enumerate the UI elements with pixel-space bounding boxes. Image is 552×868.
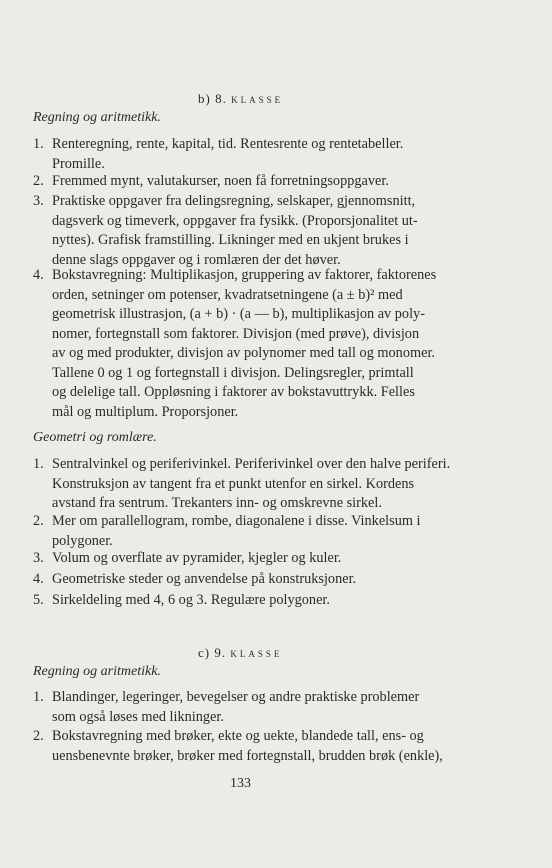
list-item (33, 727, 463, 766)
item-line: Renteregning, rente, kapital, tid. Rentesrente og rentetabeller. (52, 136, 404, 152)
item-line: Bokstavregning med brøker, ekte og uekte, blandede tall, ens- og (52, 728, 424, 744)
class-heading-8 (198, 91, 283, 107)
item-number: 5. (33, 592, 44, 608)
item-number: 4. (33, 571, 44, 587)
class-word: klasse (230, 645, 283, 660)
item-line: mål og multiplum. Proporsjoner. (52, 403, 239, 420)
section-title-regning-8: Regning og aritmetikk. (33, 110, 161, 125)
item-number: 3. (33, 550, 44, 566)
item-line: Konstruksjon av tangent fra et punkt utenfor en sirkel. Kordens (52, 475, 415, 492)
item-line: geometrisk illustrasjon, (a + b) · (a — b), multiplikasjon av poly- (52, 306, 425, 322)
item-line: Bokstavregning: Multiplikasjon, gruppering av faktorer, faktorenes (52, 267, 437, 283)
item-number: 2. (33, 513, 44, 529)
item-line: dagsverk og timeverk, oppgaver fra fysikk. (Proporsjonalitet ut- (52, 212, 418, 229)
list-item (33, 570, 463, 590)
item-line: som også løses med likninger. (52, 708, 224, 725)
item-line: Geometriske steder og anvendelse på konstruksjoner. (52, 571, 357, 587)
list-item (33, 172, 463, 192)
section-title-geometri-8: Geometri og romlære. (33, 430, 157, 445)
item-line: nomer, fortegnstall som faktorer. Divisjon (med prøve), divisjon (52, 325, 420, 342)
item-line: Promille. (52, 155, 105, 172)
item-number: 3. (33, 193, 44, 209)
class-letter: c) (198, 645, 211, 660)
list-item (33, 512, 463, 551)
item-line: av og med produkter, divisjon av polynomer med tall og monomer. (52, 345, 435, 361)
item-number: 1. (33, 136, 44, 152)
list-item (33, 591, 463, 611)
item-number: 1. (33, 456, 44, 472)
list-item (33, 192, 463, 270)
item-line: uensbenevnte brøker, brøker med fortegnstall, brudden brøk (enkle), (52, 747, 443, 764)
item-line: avstand fra sentrum. Trekanters inn- og omskrevne sirkel. (52, 495, 382, 511)
item-number: 2. (33, 728, 44, 744)
class-letter: b) (198, 91, 211, 106)
section-title-regning-9: Regning og aritmetikk. (33, 664, 161, 679)
list-item (33, 688, 463, 727)
item-line: Tallene 0 og 1 og fortegnstall i divisjon. Delingsregler, primtall (52, 364, 414, 381)
list-item (33, 549, 463, 569)
item-line: Praktiske oppgaver fra delingsregning, selskaper, gjennomsnitt, (52, 193, 416, 209)
item-line: Sirkeldeling med 4, 6 og 3. Regulære polygoner. (52, 592, 330, 608)
item-line: nyttes). Grafisk framstilling. Likninger med en ukjent brukes i (52, 232, 409, 248)
list-item (33, 135, 463, 174)
item-line: og delelige tall. Oppløsning i faktorer av bokstavuttrykk. Felles (52, 384, 415, 400)
item-number: 4. (33, 267, 44, 283)
item-line: denne slags oppgaver og i romlæren der det høver. (52, 251, 341, 268)
class-number: 9. (214, 645, 227, 660)
item-line: Mer om parallellogram, rombe, diagonalene i disse. Vinkelsum i (52, 513, 421, 529)
list-item (33, 455, 463, 514)
page-number: 133 (230, 776, 251, 791)
item-line: orden, setninger om potenser, kvadratsetningene (a ± b)² med (52, 286, 403, 303)
item-line: Volum og overflate av pyramider, kjegler og kuler. (52, 550, 342, 566)
item-number: 1. (33, 689, 44, 705)
class-word: klasse (231, 91, 284, 106)
item-number: 2. (33, 173, 44, 189)
item-line: Blandinger, legeringer, bevegelser og andre praktiske problemer (52, 689, 420, 705)
item-line: polygoner. (52, 532, 113, 549)
item-line: Fremmed mynt, valutakurser, noen få forretningsoppgaver. (52, 173, 389, 189)
class-heading-9 (198, 645, 282, 661)
item-line: Sentralvinkel og periferivinkel. Periferivinkel over den halve periferi. (52, 456, 451, 472)
list-item (33, 266, 463, 422)
class-number: 8. (215, 91, 227, 106)
